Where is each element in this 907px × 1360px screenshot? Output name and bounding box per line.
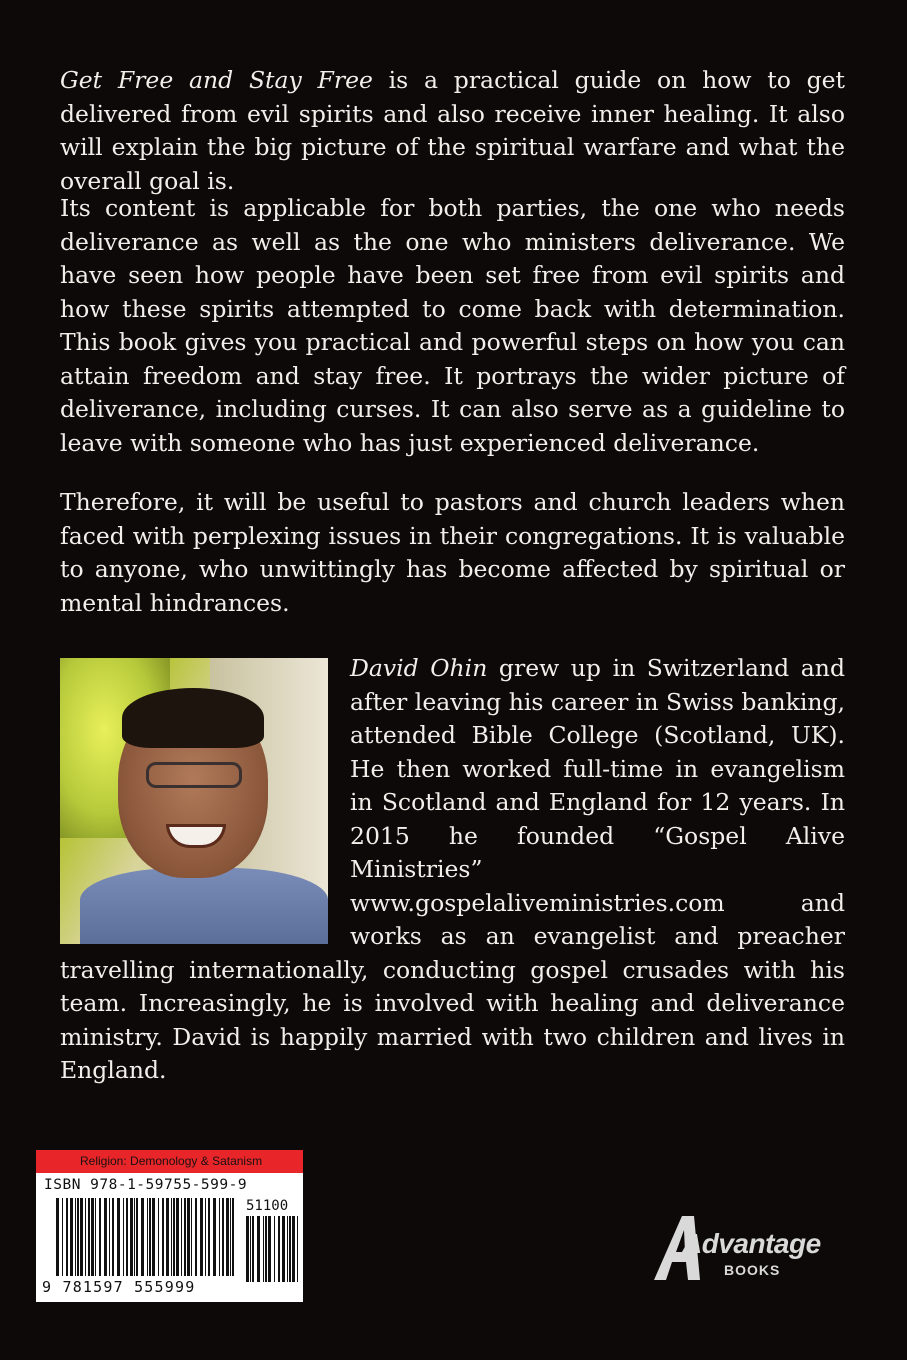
category-label: Religion: Demonology & Satanism	[36, 1150, 303, 1173]
barcode-digits: 9 781597 555999	[42, 1278, 196, 1296]
price-code: 51100	[246, 1198, 289, 1214]
author-name: David Ohin	[350, 654, 488, 682]
publisher-name: Advantage	[682, 1228, 821, 1259]
description-paragraph-2: Its content is applicable for both parties, the one who needs deliverance as well as the one who ministers deliverance. We have seen how people have been set free from evil spirits and how these spirits attempted to come back with determination. This book gives you practical and powerful steps on how you can attain freedom and stay free. It portrays the wider picture of deliverance, including curses. It can also serve as a guideline to leave with someone who has just experienced deliverance.	[60, 194, 845, 457]
barcode-addon-bars	[246, 1216, 298, 1282]
isbn-text: ISBN 978-1-59755-599-9	[44, 1177, 248, 1193]
isbn-barcode	[36, 1150, 303, 1302]
author-bio-text: grew up in Switzerland and after leaving his career in Swiss banking, attended Bible College (Scotland, UK). He then worked full-time in evangelism in Scotland and England for 12 years. In 2015 he founded “Gospel Alive Ministries” www.gospelaliveministries.com and works as an evangelist and preacher travelling internationally, conducting gospel crusades with his team. Increasingly, he is involved with healing and deliverance ministry. David is happily married with two children and lives in England.	[60, 654, 845, 1084]
publisher-sub: BOOKS	[724, 1262, 781, 1278]
barcode-bars	[56, 1198, 236, 1276]
book-title: Get Free and Stay Free	[60, 66, 373, 94]
description-paragraph-1-text: is a practical guide on how to get delivered from evil spirits and also receive inner healing. It also will explain the big picture of the spiritual warfare and what the overall goal is.	[60, 66, 845, 195]
author-bio	[60, 652, 845, 1088]
publisher-logo	[648, 1210, 838, 1290]
author-photo	[60, 658, 328, 944]
description-paragraph-1	[60, 64, 845, 198]
description-paragraph-3: Therefore, it will be useful to pastors and church leaders when faced with perplexing issues in their congregations. It is valuable to anyone, who unwittingly has become affected by spiritual or mental hindrances.	[60, 488, 845, 617]
